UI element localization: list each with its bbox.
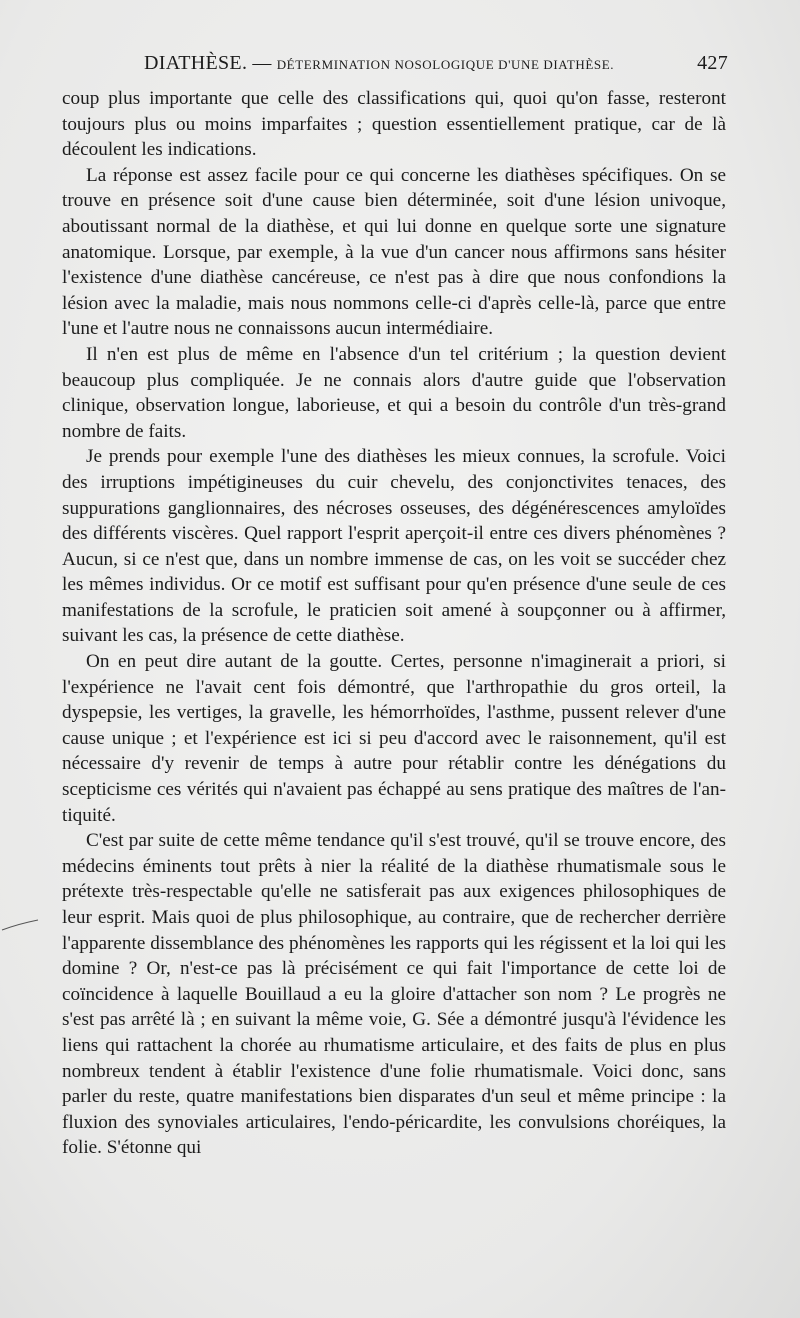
body-text	[62, 86, 726, 1161]
running-header	[62, 52, 728, 82]
page-number: 427	[697, 52, 728, 74]
paragraph-5: On en peut dire autant de la goutte. Certes, personne n'imaginerait a priori, si l'expérience ne l'avait cent fois démontré, que l'arthropathie du gros orteil, la dyspepsie, les vertiges, la gravelle, les hémorrhoïdes, l'asthme, pussent relever d'une cause unique ; et l'expérience est ici si peu d'accord avec le raisonnement, qu'il est nécessaire d'y revenir de temps à autre pour rétablir contre les dénégations du scepticisme ces vérités qui n'avaient pas échappé au sens pratique des maîtres de l'antiquité.	[62, 651, 726, 826]
paragraph-3: Il n'en est plus de même en l'absence d'un tel critérium ; la question devient beaucoup plus compliquée. Je ne connais alors d'autre guide que l'observation clinique, observation longue, laborieuse, et qui a besoin du contrôle d'un très-grand nombre de faits.	[62, 343, 726, 442]
paragraph-6: C'est par suite de cette même tendance qu'il s'est trouvé, qu'il se trouve encore, des médecins éminents tout prêts à nier la réalité de la diathèse rhumatismale sous le prétexte très-respectable qu'elle ne satisferait pas aux exigences philosophiques de leur esprit. Mais quoi de plus philosophique, au contraire, que de rechercher derrière l'apparente dissemblance des phénomènes les rapports qui les régissent et la loi qui les domine ? Or, n'est-ce pas là précisément ce qui fait l'importance de cette loi de coïncidence à laquelle Bouillaud a eu la gloire d'attacher son nom ? Le progrès ne s'est pas arrêté là ; en suivant la même voie, G. Sée a démontré jusqu'à l'évidence les liens qui rattachent la chorée au rhumatisme articulaire, et des faits de plus en plus nombreux tendent à établir l'existence d'une folie rhumatismale. Voici donc, sans parler du reste, quatre manifestations bien disparates d'un seul et même principe : la fluxion des synoviales articulaires, l'endo-péricardite, les convulsions choréiques, la folie. S'étonne qui	[62, 830, 726, 1159]
paragraph-1: coup plus importante que celle des classifications qui, quoi qu'on fasse, resteront toujours plus ou moins imparfaites ; question essentiellement pratique, car de là découlent les indications.	[62, 88, 726, 161]
paragraph-2: La réponse est assez facile pour ce qui concerne les diathèses spécifiques. On se trouve en présence soit d'une cause bien déterminée, soit d'une lésion univoque, aboutissant normal de la diathèse, et qui lui donne en quelque sorte une signature anatomique. Lorsque, par exemple, à la vue d'un cancer nous affirmons sans hésiter l'existence d'une diathèse cancéreuse, ce n'est pas à dire que nous confondions la lésion avec la maladie, mais nous nommons celle-ci d'après celle-là, parce que entre l'une et l'autre nous ne connaissons aucun intermédiaire.	[62, 164, 726, 340]
running-title-sub: DÉTERMINATION NOSOLOGIQUE D'UNE DIATHÈSE.	[276, 57, 615, 72]
paragraph-4: Je prends pour exemple l'une des diathèses les mieux connues, la scrofule. Voici des irruptions impétigineuses du cuir chevelu, des conjonctivites tenaces, des suppurations ganglionnaires, des nécroses osseuses, des dégénérescences amyloïdes des différents viscères. Quel rapport l'esprit aperçoit-il entre ces divers phénomènes ? Aucun, si ce n'est que, dans un nombre immense de cas, on les voit se succéder chez les mêmes individus. Or ce motif est suffisant pour qu'en présence d'une seule de ces manifestations de la scrofule, le praticien soit amené à soupçonner ou à affirmer, suivant les cas, la présence de cette diathèse.	[62, 446, 726, 647]
running-title-main: DIATHÈSE.	[144, 52, 248, 74]
running-title	[144, 52, 614, 75]
margin-pencil-mark	[0, 918, 40, 932]
running-title-dash: —	[252, 53, 272, 74]
